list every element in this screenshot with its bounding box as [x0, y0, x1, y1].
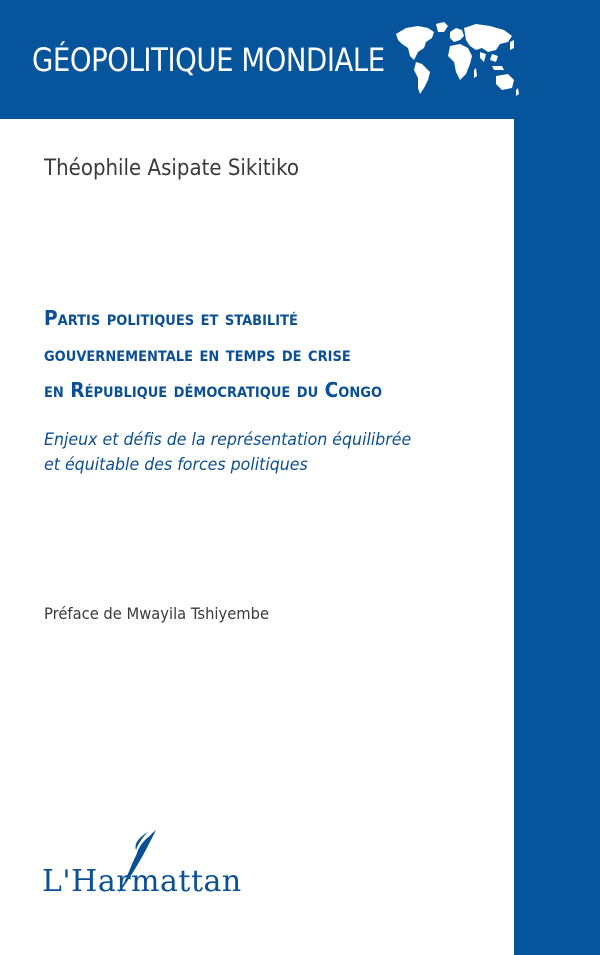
book-title-line-3: en République démocratique du Congo	[44, 378, 383, 402]
publisher-name: L'Harmattan	[42, 864, 242, 899]
right-side-band	[514, 0, 600, 955]
publisher-logo	[42, 828, 302, 918]
book-title-line-2: gouvernementale en temps de crise	[44, 342, 351, 366]
book-title	[44, 300, 514, 408]
author-name: Théophile Asipate Sikitiko	[44, 156, 300, 181]
book-subtitle	[44, 428, 514, 478]
series-title: GÉOPOLITIQUE MONDIALE	[32, 41, 385, 79]
preface-credit: Préface de Mwayila Tshiyembe	[44, 604, 270, 623]
book-title-line-1: Partis politiques et stabilité	[44, 306, 298, 330]
world-map-icon	[392, 20, 520, 100]
book-subtitle-line-1: Enjeux et défis de la représentation équilibrée	[44, 430, 412, 450]
book-subtitle-line-2: et équitable des forces politiques	[44, 455, 308, 475]
